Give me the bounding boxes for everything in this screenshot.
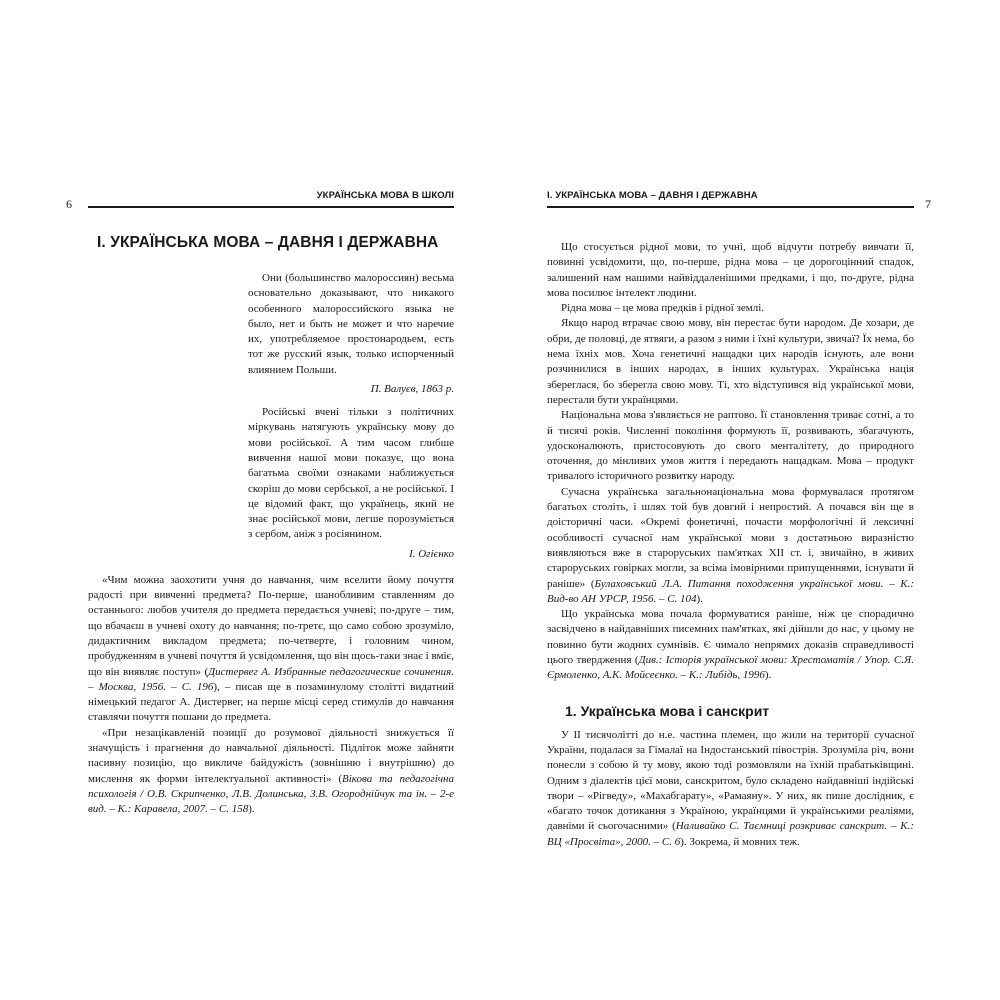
epigraph-2-text: Російські вчені тільки з політичних міркувань натягують українську мову до мови російської. А тим часом глибше вивчення нашої мови показує, що вона багатьма своїми ознаками наближується скоріш до мови сербської, а не російської. І це відомий факт, що українець, який не знає російської мови, легше порозуміється з сербом, аніж з росіянином. <box>248 406 454 541</box>
page-number-right: 7 <box>925 197 931 211</box>
paragraph: Рідна мова – це мова предків і рідної землі. <box>561 302 765 315</box>
paragraph: «Чим можна заохотити учня до навчання, чим вселити йому почуття радості при вивченні предмета? По-перше, шанобливим ставленням до останнього: любов учителя до предмета передається учневі; по-друге – тим, що вбачаєш в учневі охоту до навчання; по-третє, що само собою зрозуміло, дидактичним викладом предмета; по-четверте, і головним чином, пробудженням в учневі почуття й усвідомлення, що він щось-таки знає і вміє, що він виявляє поступ» (Дистервег А. Избранные педагогические сочинения. – Москва, 1956. – С. 196), – писав ще в позаминулому столітті видатний німецький педагог А. Дистервег, на перше місці серед стимулів до навчання ставлячи почуття пошани до предмета. <box>88 573 454 724</box>
citation: Наливайко С. Таємниці розкриває санскрит. – К.: ВЦ «Просвіта», 2000. – С. 6 <box>547 820 914 848</box>
running-header-left-text: УКРАЇНСЬКА МОВА В ШКОЛІ <box>316 190 454 201</box>
citation: Вікова та педагогічна психологія / О.В. Скрипченко, Л.В. Долинська, З.В. Огороднійчук та ін. – 2-е вид. – К.: Каравела, 2007. – С. 158 <box>88 772 455 816</box>
epigraph-1 <box>248 271 454 378</box>
left-body <box>88 573 454 818</box>
citation: Див.: Історія української мови: Хрестоматія / Упор. С.Я. Єрмоленко, А.К. Мойсеєнко. – К.: Либідь, 1996 <box>547 654 915 682</box>
citation: Булаховський Л.А. Питання походження української мови. – К.: Вид-во АН УРСР, 1956. – С. 104 <box>547 577 914 605</box>
paragraph: «При незацікавленій позиції до розумової діяльності знижується її значущість і прагнення до навчальної діяльності. Підліток може зайняти пасивну позицію, що викличе байдужість (зовнішню і внутрішню) до мислення як форми інтелектуальної активності» (Вікова та педагогічна психологія / О.В. Скрипченко, Л.В. Долинська, З.В. Огороднійчук та ін. – 2-е вид. – К.: Каравела, 2007. – С. 158). <box>88 726 455 816</box>
section-title: 1. Українська мова і санскрит <box>565 702 770 719</box>
paragraph: Сучасна українська загальнонаціональна мова формувалася протягом багатьох століть, і шлях той був довгий і непростий. А почався він ще в доісторичні часи. «Окремі фонетичні, почасти морфологічні й лексичні особливості сучасної нам української мови з достатньою виразністю виявляються вже в староруських пам'ятках XII ст. і, звичайно, в живих староруських говірках могли, за всіма імовірними припущеннями, існувати й раніше» (Булаховський Л.А. Питання походження української мови. – К.: Вид-во АН УРСР, 1956. – С. 104). <box>547 485 914 605</box>
paragraph: Що українська мова почала формуватися раніше, ніж це спорадично засвідчено в найдавніших писемних пам'ятках, які дійшли до нас, у цьому не повинно бути жодних сумнівів. Є чимало непрямих доказів справедливості цього твердження (Див.: Історія української мови: Хрестоматія / Упор. С.Я. Єрмоленко, А.К. Мойсеєнко. – К.: Либідь, 1996). <box>547 608 915 682</box>
running-header-left <box>88 190 454 208</box>
epigraph-2 <box>248 405 454 543</box>
epigraph-1-source: П. Валуєв, 1863 р. <box>370 383 454 396</box>
page-number-left: 6 <box>66 197 72 211</box>
paragraph: У ІІ тисячолітті до н.е. частина племен, що жили на території сучасної України, подалася за Гімалаї на Індостанський півострів. Зрозуміла річ, вони понесли з собою й ту мову, якою тоді розмовляли на їхній прабатьківщині. Одним з діалектів цієї мови, санскритом, було складено найдавніші індійські твори – «Рігведу», «Махабгарату», «Рамаяну». У них, як пише дослідник, є «багато точок дотикання з Україною, українцями й українськими реаліями, давніми й сьогочасними» (Наливайко С. Таємниці розкриває санскрит. – К.: ВЦ «Просвіта», 2000. – С. 6). Зокрема, й мовних теж. <box>547 728 914 848</box>
paragraph: Якщо народ втрачає свою мову, він перестає бути народом. Де хозари, де обри, де половці, де ятвяги, а разом з ними і їхні культури, звичаї? Їх нема, бо нема їхніх мов. Хоча генетичні нащадки цих народів існують, але вони розчинилися в інших народах, в інших культурах. Українська нація збереглася, бо зберегла свою мову. Ті, хто відступився від української мови, перестали бути українцями. <box>547 317 914 406</box>
paragraph: Національна мова з'являється не раптово. Її становлення триває сотні, а то й тисячі років. Численні покоління формують її, розвивають, збагачують, удосконалюють, пристосовують до свого менталітету, до природного оточення, до мінливих умов життя і передають нащадкам. Мова – продукт тривалого історичного розвитку народу. <box>547 409 914 483</box>
running-header-right <box>547 190 914 208</box>
left-page <box>88 192 454 818</box>
running-header-right-text: І. УКРАЇНСЬКА МОВА – ДАВНЯ І ДЕРЖАВНА <box>547 190 758 201</box>
citation: Дистервег А. Избранные педагогические сочинения. – Москва, 1956. – С. 196 <box>88 665 454 693</box>
epigraph-1-text: Они (большинство малороссиян) весьма основательно доказывают, что никакого особенного малороссийского языка не было, нет и быть не может и что наречие их, употребляемое простонародьем, есть тот же русский язык, только испорченный влиянием Польши. <box>248 272 454 376</box>
right-body <box>547 240 914 684</box>
epigraph-2-source: І. Огієнко <box>409 547 454 560</box>
right-body-section <box>547 728 914 850</box>
chapter-title: І. УКРАЇНСЬКА МОВА – ДАВНЯ І ДЕРЖАВНА <box>97 234 439 251</box>
right-page <box>547 192 914 850</box>
paragraph: Що стосується рідної мови, то учні, щоб відчути потребу вивчати її, повинні усвідомити, що, по-перше, рідна мова – це дорогоцінний спадок, залишений нам нашими найвіддаленішими предками, і що, по-друге, рідна мова посилює інтелект людини. <box>547 241 914 299</box>
